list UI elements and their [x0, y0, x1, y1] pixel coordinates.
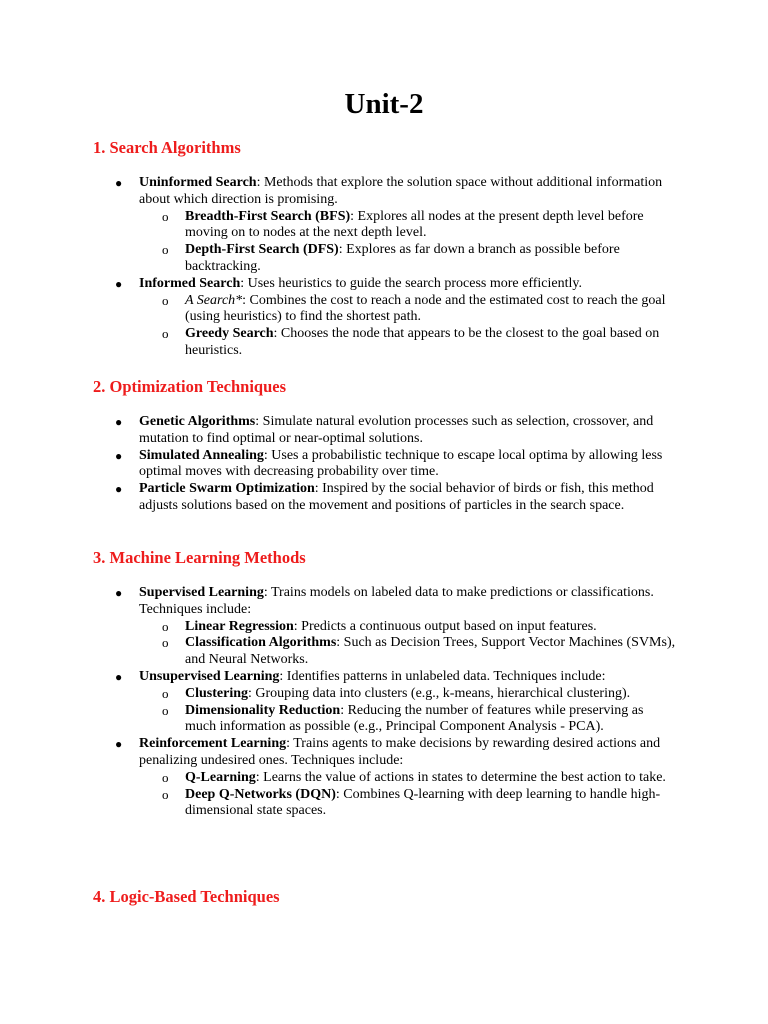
item-term: Unsupervised Learning — [139, 668, 280, 684]
page-title: Unit-2 — [344, 88, 424, 120]
sub-list-item — [0, 619, 679, 636]
search-algorithms-list — [0, 175, 679, 360]
sub-list-item — [0, 635, 679, 669]
sub-bullet-icon: o — [162, 292, 169, 308]
list-item — [0, 414, 679, 448]
bullet-icon: ● — [115, 415, 123, 429]
sub-bullet-icon: o — [162, 786, 169, 802]
sub-item-description: : Combines the cost to reach a node and the estimated cost to reach the goal (using heuristics) to find the shortest path. — [185, 292, 666, 325]
item-description: : Simulate natural evolution processes such as selection, crossover, and mutation to find optimal or near-optimal solutions. — [139, 414, 654, 446]
sub-item-description: : Learns the value of actions in states to determine the best action to take. — [255, 769, 666, 785]
sub-bullet-icon: o — [162, 702, 169, 718]
sub-list-item — [0, 326, 679, 360]
sub-item-term: Clustering — [185, 685, 248, 701]
list-item — [0, 585, 679, 669]
sub-bullet-icon: o — [162, 242, 169, 258]
sub-item-description: : Grouping data into clusters (e.g., k-means, hierarchical clustering). — [248, 685, 631, 701]
sub-bullet-icon: o — [162, 685, 169, 701]
sub-bullet-icon: o — [162, 208, 169, 224]
sub-list-item — [0, 242, 679, 276]
sub-list — [0, 686, 679, 736]
sub-item-term: A Search* — [185, 292, 243, 308]
list-item — [0, 276, 679, 360]
bullet-icon: ● — [115, 669, 123, 684]
sub-item-term: Breadth-First Search (BFS) — [185, 208, 351, 224]
bullet-icon: ● — [115, 737, 123, 752]
sub-item-term: Deep Q-Networks (DQN) — [185, 786, 336, 802]
item-description: : Uses a probabilistic technique to escape local optima by allowing less optimal moves with decreasing probability over time. — [139, 447, 663, 480]
section-heading-search-algorithms: 1. Search Algorithms — [93, 138, 241, 157]
bullet-icon: ● — [115, 586, 123, 600]
sub-list — [0, 619, 679, 669]
item-description: : Uses heuristics to guide the search process more efficiently. — [240, 275, 582, 291]
sub-item-term: Depth-First Search (DFS) — [185, 242, 339, 258]
bullet-icon: ● — [115, 482, 123, 497]
item-description: : Methods that explore the solution space without additional information about which direction is promising. — [139, 175, 663, 207]
section-heading-machine-learning-methods: 3. Machine Learning Methods — [93, 548, 306, 567]
sub-list-item — [0, 787, 679, 821]
sub-item-description: : Such as Decision Trees, Support Vector Machines (SVMs), and Neural Networks. — [185, 635, 676, 668]
sub-bullet-icon: o — [162, 618, 169, 634]
list-item — [0, 175, 679, 276]
sub-item-description: : Explores as far down a branch as possible before backtracking. — [185, 242, 620, 274]
sub-item-term: Classification Algorithms — [185, 635, 337, 651]
sub-item-term: Linear Regression — [185, 618, 294, 634]
sub-bullet-icon: o — [162, 635, 169, 651]
sub-list-item — [0, 770, 679, 787]
list-item — [0, 669, 679, 736]
section-heading-logic-based-techniques: 4. Logic-Based Techniques — [93, 887, 280, 906]
sub-list-item — [0, 703, 679, 737]
sub-list-item — [0, 293, 679, 327]
sub-bullet-icon: o — [162, 769, 169, 785]
bullet-icon: ● — [115, 176, 123, 190]
sub-list — [0, 293, 679, 360]
sub-list-item — [0, 686, 679, 703]
item-description: : Identifies patterns in unlabeled data. Techniques include: — [279, 668, 606, 684]
sub-item-description: : Predicts a continuous output based on input features. — [293, 618, 597, 634]
section-heading-optimization-techniques: 2. Optimization Techniques — [93, 377, 286, 396]
item-term: Informed Search — [139, 275, 241, 291]
item-description: : Trains agents to make decisions by rewarding desired actions and penalizing undesired ones. Techniques include: — [139, 736, 661, 768]
sub-item-term: Q-Learning — [185, 769, 256, 785]
item-term: Reinforcement Learning — [139, 736, 287, 752]
sub-item-term: Dimensionality Reduction — [185, 702, 341, 718]
sub-item-description: : Reducing the number of features while preserving as much information as possible (e.g., Principal Component Analysis - PCA). — [185, 702, 644, 735]
optimization-techniques-list — [0, 414, 679, 515]
item-term: Supervised Learning — [139, 585, 264, 600]
item-description: : Trains models on labeled data to make predictions or classifications. Techniques include: — [139, 585, 654, 617]
sub-item-description: : Combines Q-learning with deep learning to handle high-dimensional state spaces. — [185, 786, 661, 819]
sub-bullet-icon: o — [162, 326, 169, 342]
bullet-icon: ● — [115, 276, 123, 291]
sub-item-term: Greedy Search — [185, 326, 274, 342]
sub-list-item — [0, 209, 679, 243]
item-description: : Inspired by the social behavior of birds or fish, this method adjusts solutions based on the movement and positions of particles in the search space. — [139, 481, 654, 513]
item-term: Particle Swarm Optimization — [139, 481, 315, 497]
sub-list — [0, 209, 679, 276]
bullet-icon: ● — [115, 448, 123, 463]
item-term: Simulated Annealing — [139, 447, 264, 463]
machine-learning-methods-list — [0, 585, 679, 820]
sub-item-description: : Chooses the node that appears to be the closest to the goal based on heuristics. — [185, 326, 660, 358]
sub-list — [0, 770, 679, 820]
list-item — [0, 448, 679, 482]
list-item — [0, 736, 679, 820]
list-item — [0, 481, 679, 515]
item-term: Uninformed Search — [139, 175, 257, 190]
item-term: Genetic Algorithms — [139, 414, 256, 429]
sub-item-description: : Explores all nodes at the present depth level before moving on to nodes at the next depth level. — [185, 208, 644, 241]
